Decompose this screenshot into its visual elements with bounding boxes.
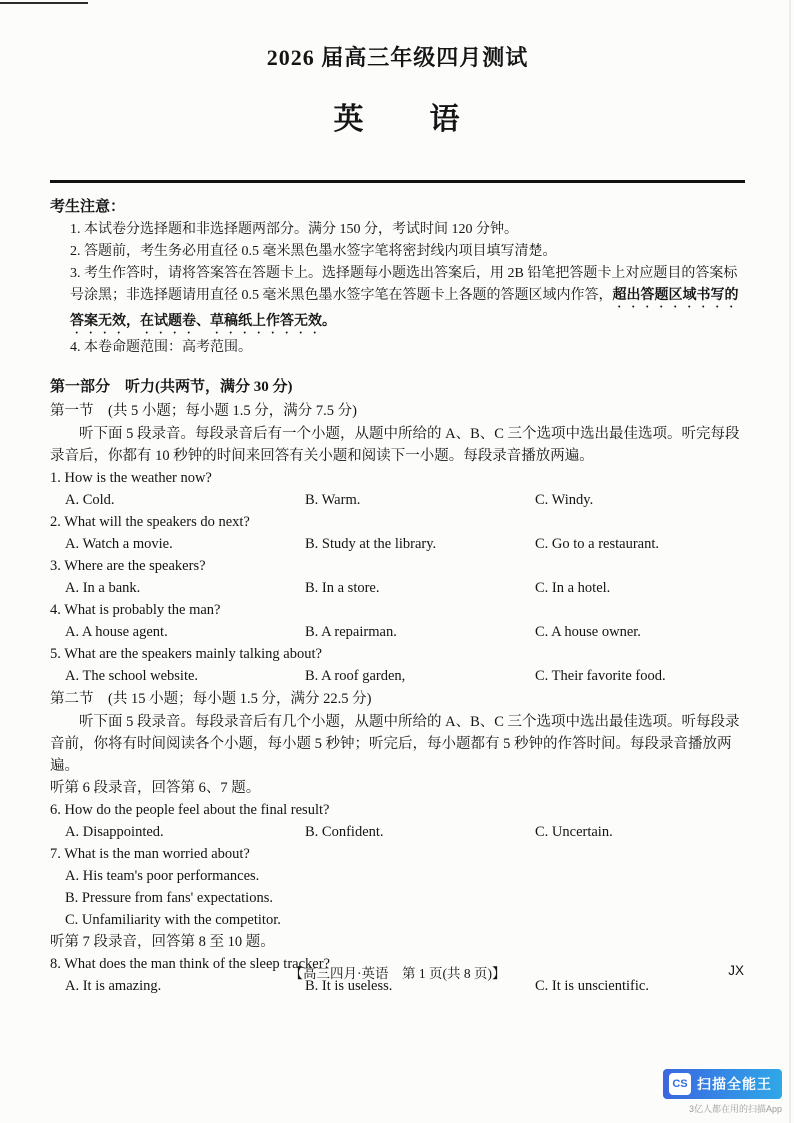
camscanner-badge — [663, 1069, 782, 1099]
exam-title: 2026 届高三年级四月测试 — [266, 45, 529, 70]
question-4-text: 4. What is probably the man? — [50, 602, 221, 618]
question-3-options — [50, 577, 745, 599]
notice-item-1: 1. 本试卷分选择题和非选择题两部分。满分 150 分，考试时间 120 分钟。 — [70, 222, 518, 237]
question-3-text: 3. Where are the speakers? — [50, 558, 206, 574]
question-4-options — [50, 621, 745, 643]
question-8-option-b: B. It is useless. — [305, 978, 393, 994]
question-7-text: 7. What is the man worried about? — [50, 846, 250, 862]
notice-heading: 考生注意： — [50, 199, 126, 215]
question-5-option-a: A. The school website. — [65, 668, 199, 684]
subject-title: 英 语 — [333, 103, 462, 136]
notice-item-3-emphasis: 超出答题区域书写的答案无效，在试题卷、草稿纸上作答无效。 — [70, 288, 739, 329]
question-6-option-b: B. Confident. — [305, 824, 384, 840]
question-5-option-b: B. A roof garden, — [305, 668, 406, 684]
corner-mark: JX — [728, 963, 744, 978]
notice-item-2: 2. 答题前，考生务必用直径 0.5 毫米黑色墨水签字笔将密封线内项目填写清楚。 — [70, 244, 557, 259]
question-7-option-a: A. His team's poor performances. — [65, 868, 260, 884]
question-8-option-a: A. It is amazing. — [65, 978, 162, 994]
question-7-option-b: B. Pressure from fans' expectations. — [65, 890, 273, 906]
notice-item-3 — [70, 263, 745, 337]
part1-heading: 第一部分 听力(共两节，满分 30 分) — [50, 379, 293, 395]
camscanner-name: 扫描全能王 — [697, 1076, 772, 1092]
question-2-option-a: A. Watch a movie. — [65, 536, 173, 552]
question-1-options — [50, 489, 745, 511]
divider-rule — [50, 180, 745, 183]
question-1-option-b: B. Warm. — [305, 492, 361, 508]
notice-list — [50, 219, 745, 359]
camscanner-watermark[interactable] — [663, 1069, 782, 1115]
question-7-option-c: C. Unfamiliarity with the competitor. — [65, 912, 281, 928]
question-1 — [50, 467, 745, 511]
question-5-option-c: C. Their favorite food. — [535, 668, 666, 684]
question-8-option-c: C. It is unscientific. — [535, 978, 649, 994]
question-7-options — [50, 865, 745, 931]
question-2-options — [50, 533, 745, 555]
camscanner-logo-icon: CS — [669, 1073, 691, 1095]
question-4-option-a: A. A house agent. — [65, 624, 168, 640]
page-content — [50, 0, 745, 997]
section2-heading: 第二节 (共 15 小题；每小题 1.5 分，满分 22.5 分) — [50, 691, 372, 707]
question-6-text: 6. How do the people feel about the final result? — [50, 802, 330, 818]
camscanner-tagline: 3亿人都在用的扫描App — [688, 1104, 782, 1114]
question-6-option-c: C. Uncertain. — [535, 824, 613, 840]
question-2-text: 2. What will the speakers do next? — [50, 514, 250, 530]
page-footer: 【高三四月·英语 第 1 页(共 8 页)】 — [289, 966, 506, 981]
audio7-note: 听第 7 段录音，回答第 8 至 10 题。 — [50, 934, 275, 950]
notice-item-4: 4. 本卷命题范围：高考范围。 — [70, 340, 252, 355]
question-2 — [50, 511, 745, 555]
notice-item-3-text: 3. 考生作答时，请将答案答在答题卡上。选择题每小题选出答案后，用 2B 铅笔把答题卡上对应题目的答案标号涂黑；非选择题请用直径 0.5 毫米黑色墨水签字笔在答题卡上各题的答题区域内作答， — [70, 266, 738, 303]
audio6-note: 听第 6 段录音，回答第 6、7 题。 — [50, 780, 261, 796]
section2-instructions: 听下面 5 段录音。每段录音后有几个小题，从题中所给的 A、B、C 三个选项中选出最佳选项。听每段录音前，你将有时间阅读各个小题，每小题 5 秒钟；听完后，每小题都有 5 秒钟的作答时间。每段录音播放两遍。 — [50, 714, 740, 774]
question-5 — [50, 643, 745, 687]
question-1-text: 1. How is the weather now? — [50, 470, 212, 486]
question-6-options — [50, 821, 745, 843]
question-5-options — [50, 665, 745, 687]
question-7 — [50, 843, 745, 931]
question-3-option-a: A. In a bank. — [65, 580, 141, 596]
question-6-option-a: A. Disappointed. — [65, 824, 164, 840]
question-4-option-b: B. A repairman. — [305, 624, 397, 640]
question-2-option-b: B. Study at the library. — [305, 536, 437, 552]
question-4-option-c: C. A house owner. — [535, 624, 641, 640]
question-4 — [50, 599, 745, 643]
question-1-option-c: C. Windy. — [535, 492, 594, 508]
scan-artifact-right-edge — [789, 0, 791, 1123]
section1-instructions: 听下面 5 段录音。每段录音后有一个小题，从题中所给的 A、B、C 三个选项中选出最佳选项。听完每段录音后，你都有 10 秒钟的时间来回答有关小题和阅读下一小题。每段录音播放两遍。 — [50, 426, 740, 464]
section1-heading: 第一节 (共 5 小题；每小题 1.5 分，满分 7.5 分) — [50, 403, 357, 419]
question-3 — [50, 555, 745, 599]
question-1-option-a: A. Cold. — [65, 492, 115, 508]
question-8-text: 8. What does the man think of the sleep tracker? — [50, 956, 330, 972]
question-5-text: 5. What are the speakers mainly talking about? — [50, 646, 322, 662]
question-2-option-c: C. Go to a restaurant. — [535, 536, 660, 552]
question-6 — [50, 799, 745, 843]
question-3-option-b: B. In a store. — [305, 580, 380, 596]
question-3-option-c: C. In a hotel. — [535, 580, 611, 596]
